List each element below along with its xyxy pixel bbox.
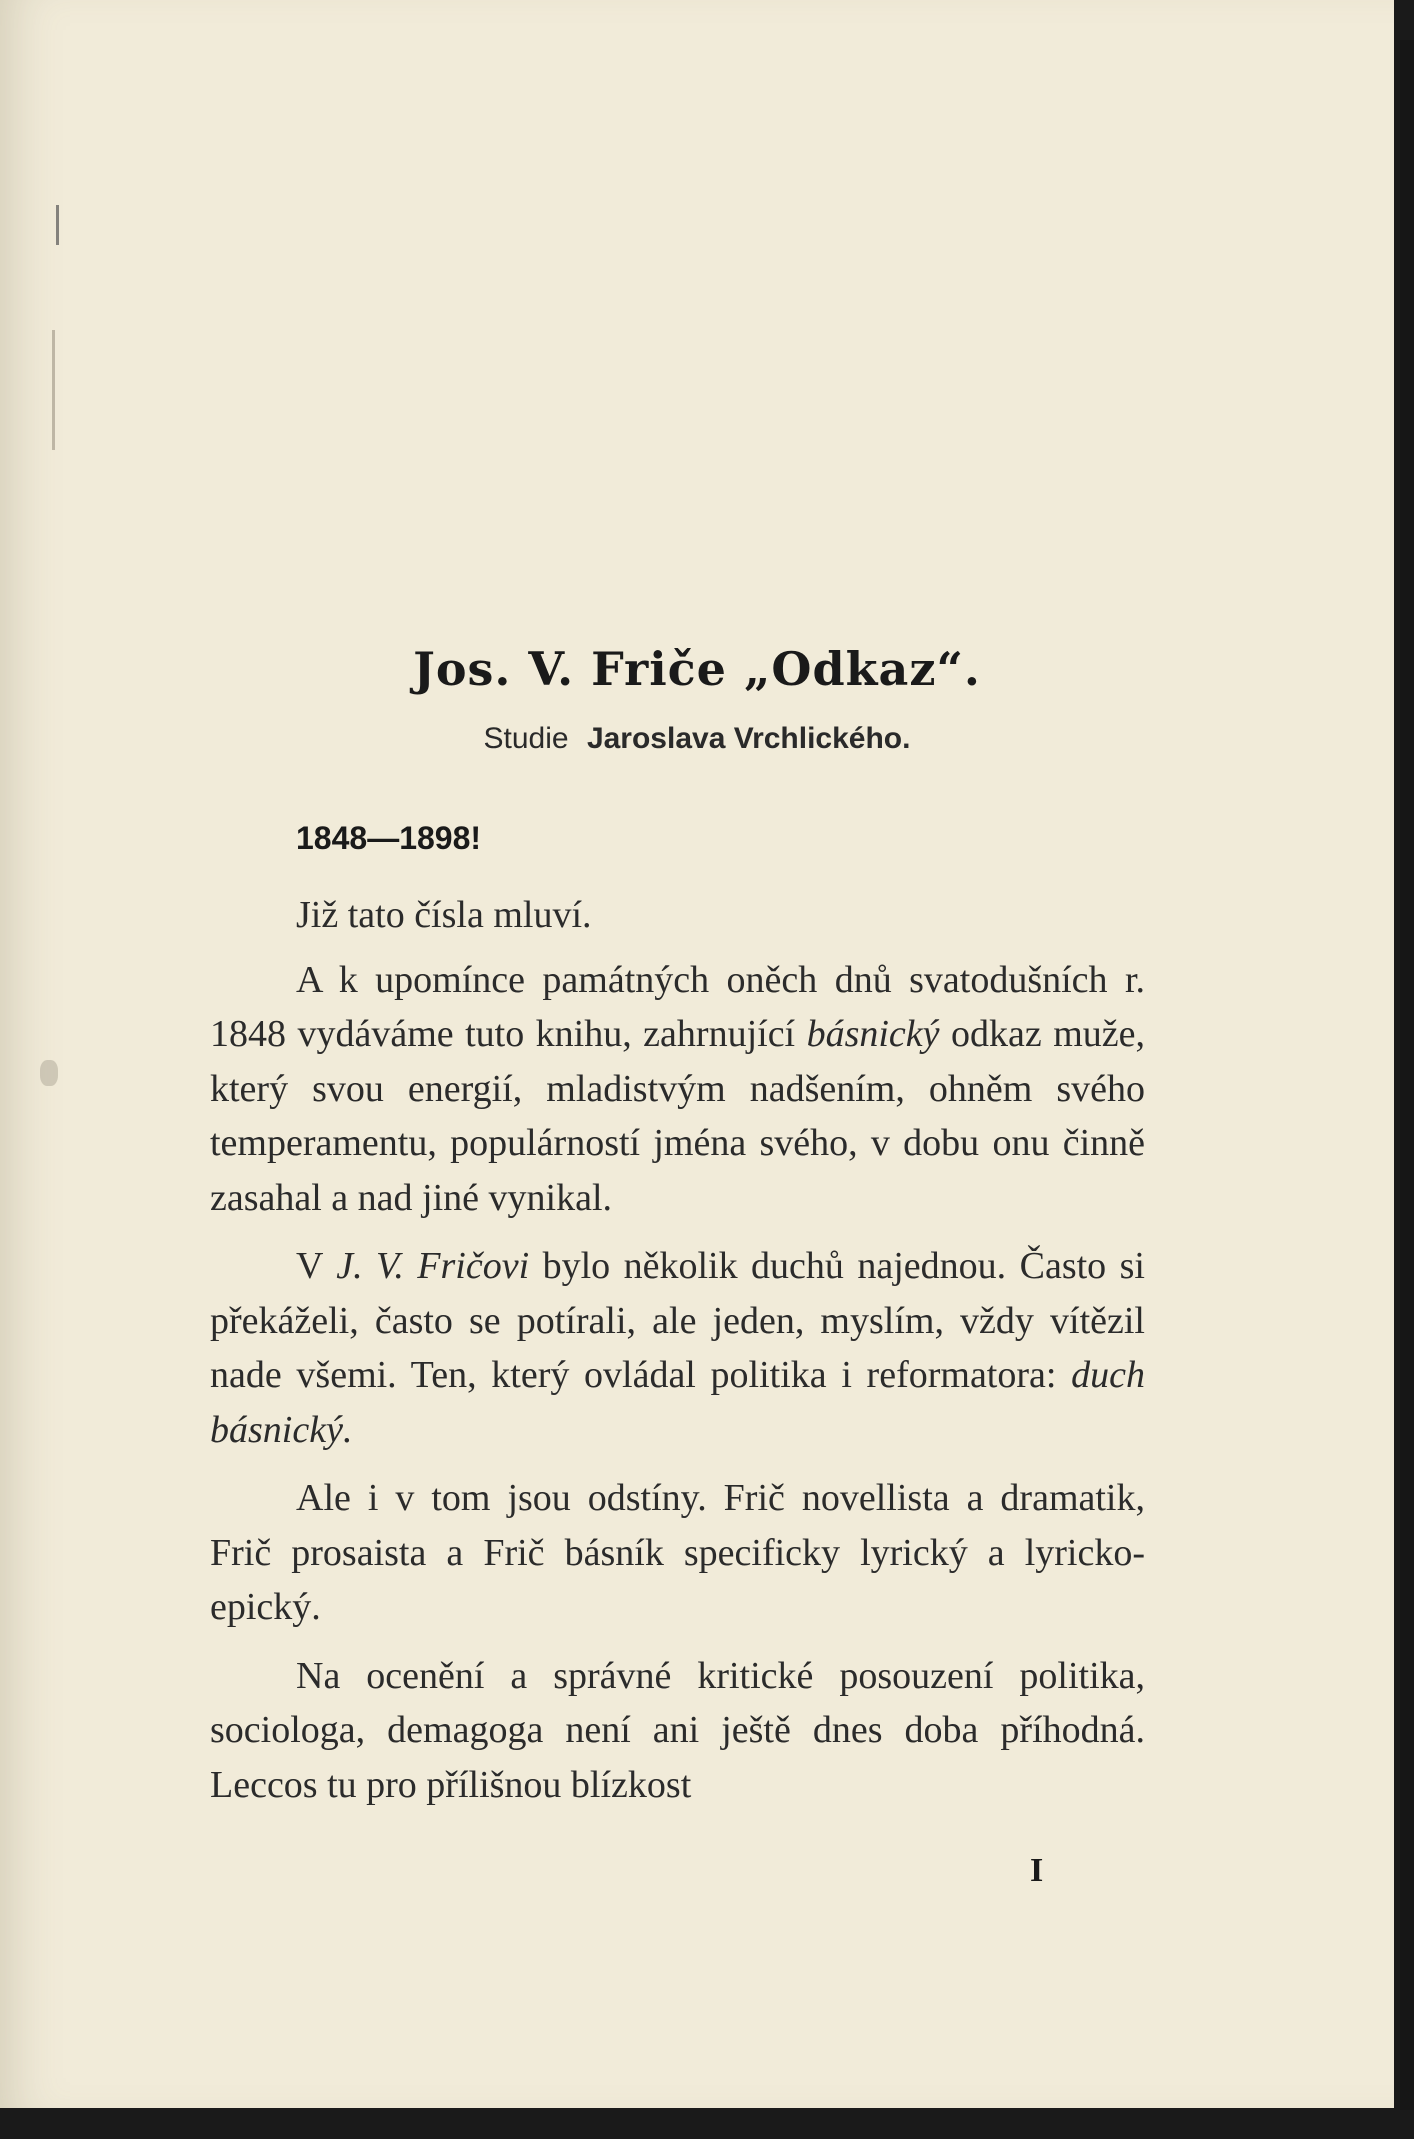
signature-mark: I: [1030, 1852, 1044, 1889]
gutter-line: [52, 330, 55, 450]
gutter-mark: [56, 205, 59, 245]
paragraph-2: [210, 953, 1145, 1226]
body-text: [210, 888, 1145, 1826]
paragraph-4: Ale i v tom jsou odstíny. Frič novellista a dramatik, Frič prosaista a Frič básník specificky lyrický a lyricko-epický.: [210, 1477, 1145, 1628]
dates-heading: 1848—1898!: [296, 820, 482, 856]
page-edge-shadow: [1400, 40, 1414, 2110]
byline: [0, 722, 1394, 756]
paragraph-1: Již tato čísla mluví.: [296, 894, 592, 936]
paragraph-2-text-b: odkaz muže, který svou energií, mladistvým nadšením, ohněm svého temperamentu, populárností jména svého, v dobu onu činně zasahal a nad jiné vynikal.: [210, 1013, 1145, 1219]
gutter-smudge: [40, 1060, 58, 1086]
paragraph-3-text-a: V: [296, 1245, 337, 1287]
paragraph-5: Na ocenění a správné kritické posouzení politika, sociologa, demagoga není ani ještě dnes doba příhodná. Leccos tu pro přílišnou blízkost: [210, 1654, 1145, 1806]
article-title: Jos. V. Friče „Odkaz“.: [413, 642, 981, 696]
paragraph-3-emphasis-name: J. V. Fričovi: [336, 1245, 530, 1287]
paragraph-3-emphasis-end: duch básnický.: [210, 1354, 1145, 1451]
paragraph-2-text-a: A k upomínce památných oněch dnů svatodušních r. 1848 vydáváme tuto knihu, zahrnující: [210, 958, 1145, 1055]
paragraph-3-text-b: bylo několik duchů najednou. Často si překáželi, často se potírali, ale jeden, myslím, vždy vítězil nade všemi. Ten, který ovládal politika i reformatora:: [210, 1245, 1145, 1396]
paragraph-3: [210, 1239, 1145, 1457]
paragraph-2-emphasis: básnický: [806, 1013, 940, 1055]
byline-prefix: Studie: [483, 722, 569, 755]
byline-author: Jaroslava Vrchlického.: [586, 722, 911, 755]
